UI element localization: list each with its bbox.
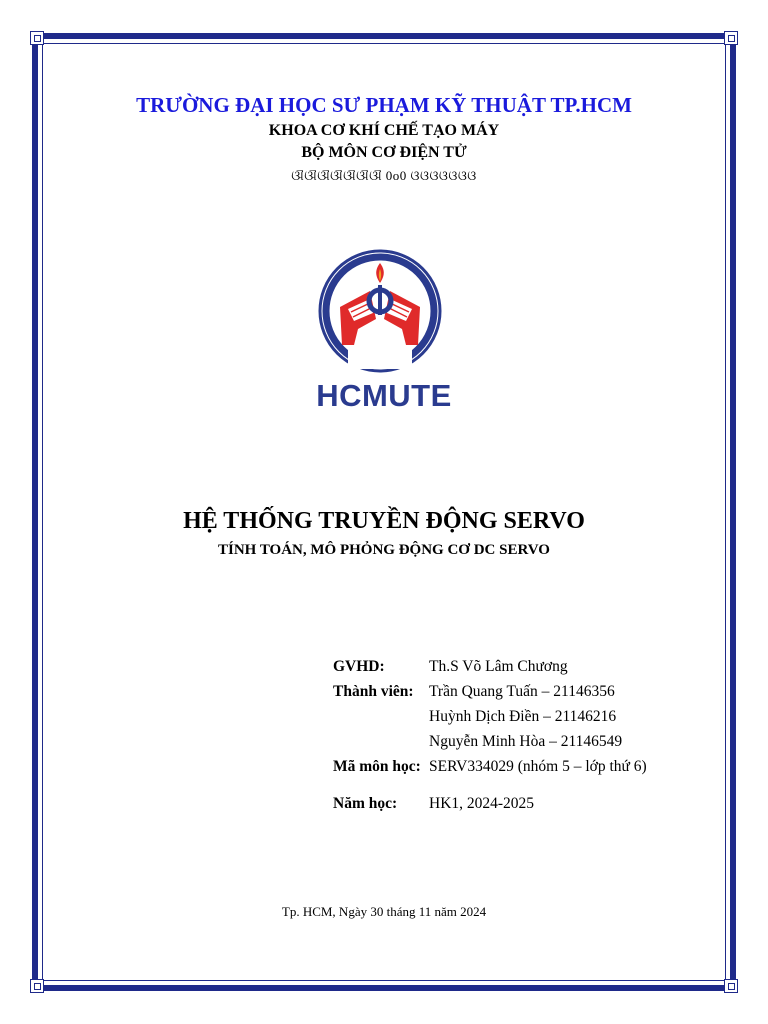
- member-item: Trần Quang Tuấn – 21146356: [429, 683, 615, 700]
- members-label: Thành viên:: [333, 683, 414, 700]
- member-item: Huỳnh Dịch Điền – 21146216: [429, 708, 617, 725]
- year-value: HK1, 2024-2025: [429, 795, 535, 812]
- faculty-name: KHOA CƠ KHÍ CHẾ TẠO MÁY: [268, 122, 500, 139]
- logo-wordmark: HCMUTE: [316, 378, 452, 413]
- corner-ornament-icon: [724, 979, 738, 993]
- report-subtitle: TÍNH TOÁN, MÔ PHỎNG ĐỘNG CƠ DC SERVO: [218, 542, 550, 558]
- advisor-value: Th.S Võ Lâm Chương: [429, 658, 568, 675]
- report-title: HỆ THỐNG TRUYỀN ĐỘNG SERVO: [183, 508, 585, 534]
- divider-ornament: ଔଔଔଔଔଔଔ 0o0 ଓଓଓଓଓଓଓ: [291, 168, 477, 183]
- department-name: BỘ MÔN CƠ ĐIỆN TỬ: [301, 144, 467, 161]
- course-label: Mã môn học:: [333, 758, 421, 775]
- member-item: Nguyễn Minh Hòa – 21146549: [429, 733, 623, 750]
- university-name: TRƯỜNG ĐẠI HỌC SƯ PHẠM KỸ THUẬT TP.HCM: [136, 93, 632, 117]
- corner-ornament-icon: [724, 31, 738, 45]
- report-date: Tp. HCM, Ngày 30 tháng 11 năm 2024: [281, 904, 487, 919]
- advisor-label: GVHD:: [333, 658, 385, 675]
- corner-ornament-icon: [30, 31, 44, 45]
- hcmute-emblem-icon: [318, 249, 442, 373]
- course-value: SERV334029 (nhóm 5 – lớp thứ 6): [429, 758, 647, 775]
- corner-ornament-icon: [30, 979, 44, 993]
- year-label: Năm học:: [333, 795, 398, 812]
